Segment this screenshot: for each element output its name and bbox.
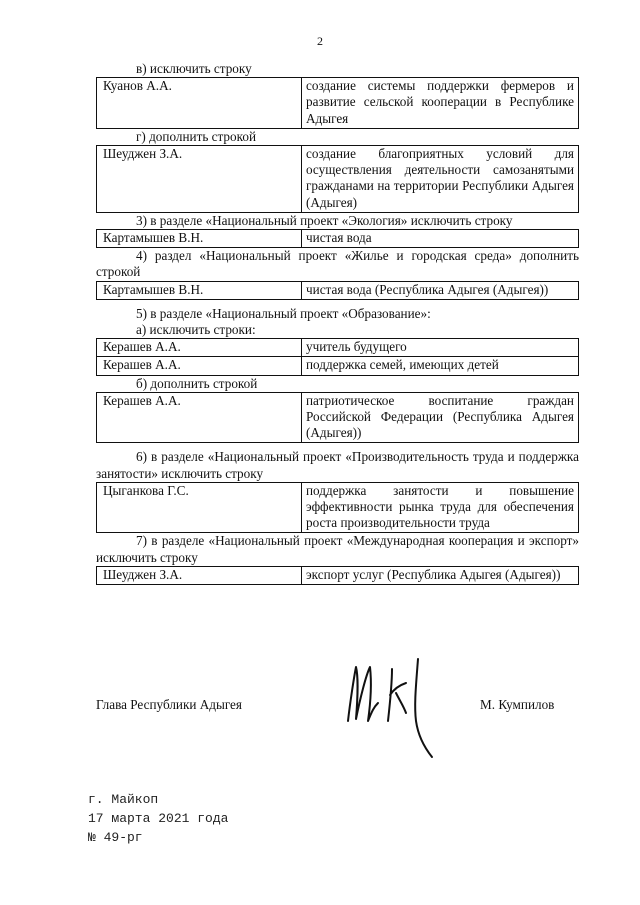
project-name: чистая вода [302,230,579,248]
project-name: экспорт услуг (Республика Адыгея (Адыгея)) [302,566,579,584]
document-body [96,61,579,585]
responsible-person: Куанов А.А. [97,78,302,129]
signatory-name: М. Кумпилов [480,697,555,712]
amendment-label: а) исключить строки: [136,322,256,338]
handwritten-signature [334,655,444,765]
table-row [97,281,579,299]
amendment-label: г) дополнить строкой [136,128,257,144]
project-name: чистая вода (Республика Адыгея (Адыгея)) [302,281,579,299]
table-row [97,392,579,443]
document-number: № 49-рг [88,830,143,845]
amendment-table [96,482,579,534]
city: г. Майкоп [88,792,159,807]
amendment-table [96,229,579,248]
amendment-label: 3) в разделе «Национальный проект «Экология» исключить строку [136,212,513,228]
amendment-label: 6) в разделе «Национальный проект «Производительность труда и поддержка занятости» исключить строку [96,449,579,481]
responsible-person: Шеуджен З.А. [97,566,302,584]
amendment-table [96,392,579,444]
amendment-label: б) дополнить строкой [136,375,258,391]
project-name: патриотическое воспитание граждан Российской Федерации (Республика Адыгея (Адыгея)) [302,392,579,443]
responsible-person: Шеуджен З.А. [97,146,302,213]
responsible-person: Керашев А.А. [97,339,302,357]
amendment-table [96,145,579,213]
table-row [97,339,579,357]
amendment-table [96,338,579,375]
document-date: 17 марта 2021 года [88,811,229,826]
responsible-person: Керашев А.А. [97,357,302,375]
amendment-label: 7) в разделе «Национальный проект «Международная кооперация и экспорт» исключить строку [96,533,579,565]
table-row [97,146,579,213]
amendment-table [96,281,579,300]
responsible-person: Цыганкова Г.С. [97,482,302,533]
amendment-label: 4) раздел «Национальный проект «Жилье и городская среда» дополнить строкой [96,248,579,280]
section-heading: 5) в разделе «Национальный проект «Образование»: [136,305,431,321]
project-name: создание системы поддержки фермеров и развитие сельской кооперации в Республике Адыгея [302,78,579,129]
project-name: поддержка занятости и повышение эффективности рынка труда для обеспечения роста производительности труда [302,482,579,533]
amendment-label: в) исключить строку [136,61,252,76]
project-name: учитель будущего [302,339,579,357]
document-footer [88,790,228,847]
project-name: создание благоприятных условий для осуществления деятельности самозанятыми гражданами на территории Республики Адыгея (Адыгея) [302,146,579,213]
table-row [97,230,579,248]
table-row [97,357,579,375]
signatory-position: Глава Республики Адыгея [96,697,242,712]
responsible-person: Картамышев В.Н. [97,230,302,248]
page-number: 2 [317,34,323,48]
amendment-table [96,77,579,129]
table-row [97,482,579,533]
table-row [97,566,579,584]
amendment-table [96,566,579,585]
project-name: поддержка семей, имеющих детей [302,357,579,375]
responsible-person: Керашев А.А. [97,392,302,443]
table-row [97,78,579,129]
responsible-person: Картамышев В.Н. [97,281,302,299]
